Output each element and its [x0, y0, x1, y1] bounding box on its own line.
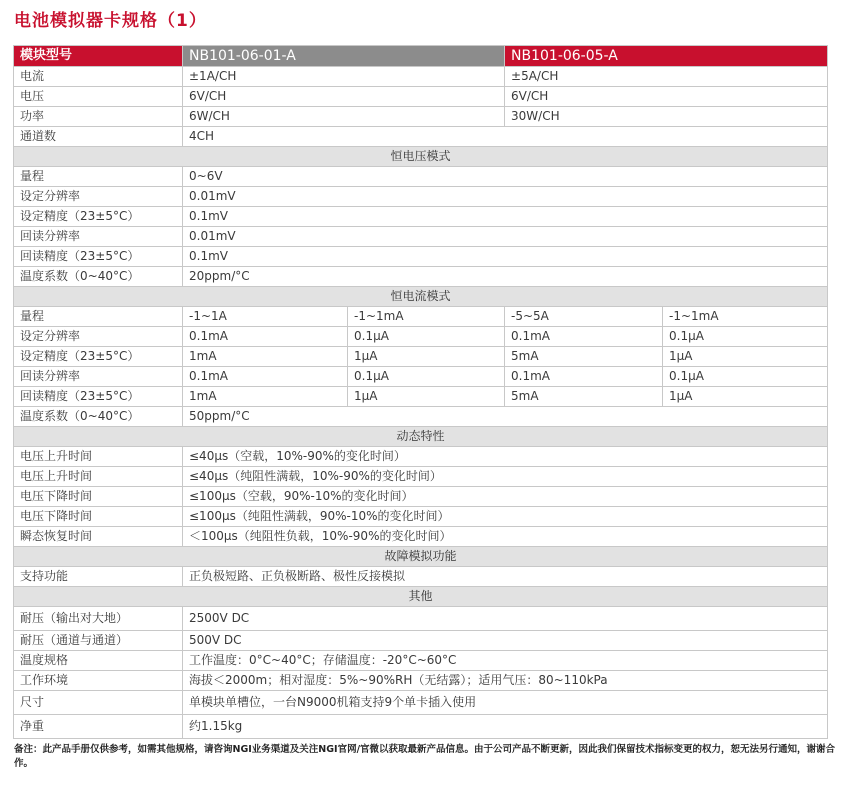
cell-value: 1μA	[663, 387, 828, 407]
row-label: 设定精度（23±5°C）	[14, 207, 183, 227]
table-row	[14, 567, 828, 587]
row-value: 0.1mV	[183, 207, 828, 227]
cell-value: 0.1μA	[663, 327, 828, 347]
row-value: ≤40μs（空载，10%-90%的变化时间）	[183, 447, 828, 467]
table-row	[14, 447, 828, 467]
section-title: 恒电流模式	[14, 287, 828, 307]
row-value: 500V DC	[183, 631, 828, 651]
table-row	[14, 387, 828, 407]
page-title: 电池模拟器卡规格（1）	[14, 11, 207, 31]
table-row	[14, 407, 828, 427]
row-label: 尺寸	[14, 691, 183, 715]
row-value: ＜100μs（纯阻性负载，10%-90%的变化时间）	[183, 527, 828, 547]
row-value: 单模块单槽位，一台N9000机箱支持9个单卡插入使用	[183, 691, 828, 715]
section-title: 动态特性	[14, 427, 828, 447]
cell-value: -1~1A	[183, 307, 348, 327]
row-label: 设定分辨率	[14, 187, 183, 207]
row-label: 耐压（输出对大地）	[14, 607, 183, 631]
row-label: 回读精度（23±5°C）	[14, 247, 183, 267]
cell-value: 1μA	[348, 387, 505, 407]
row-label: 功率	[14, 107, 183, 127]
cell-value: 0.1μA	[663, 367, 828, 387]
table-row	[14, 467, 828, 487]
row-value: 海拔＜2000m；相对湿度：5%~90%RH（无结露）；适用气压：80~110kPa	[183, 671, 828, 691]
cell-value: 0.1mA	[505, 367, 663, 387]
row-label: 电压上升时间	[14, 467, 183, 487]
model-2-value: 30W/CH	[505, 107, 828, 127]
table-row	[14, 715, 828, 739]
row-label: 温度系数（0~40°C）	[14, 407, 183, 427]
table-row	[14, 207, 828, 227]
table-row	[14, 347, 828, 367]
row-value: 4CH	[183, 127, 828, 147]
table-row	[14, 527, 828, 547]
section-header	[14, 287, 828, 307]
section-title: 故障模拟功能	[14, 547, 828, 567]
cell-value: 1mA	[183, 347, 348, 367]
cell-value: 0.1mA	[183, 367, 348, 387]
row-value: 0~6V	[183, 167, 828, 187]
row-value: 50ppm/°C	[183, 407, 828, 427]
row-label: 设定精度（23±5°C）	[14, 347, 183, 367]
row-label: 电压	[14, 87, 183, 107]
row-label: 耐压（通道与通道）	[14, 631, 183, 651]
model-2-name: NB101-06-05-A	[505, 46, 828, 67]
cell-value: 1μA	[663, 347, 828, 367]
row-label: 温度系数（0~40°C）	[14, 267, 183, 287]
table-row	[14, 227, 828, 247]
row-value: 2500V DC	[183, 607, 828, 631]
header-row	[14, 46, 828, 67]
row-label: 回读分辨率	[14, 227, 183, 247]
table-row	[14, 167, 828, 187]
cell-value: 5mA	[505, 387, 663, 407]
row-value: 约1.15kg	[183, 715, 828, 739]
section-title: 恒电压模式	[14, 147, 828, 167]
table-row	[14, 307, 828, 327]
table-row	[14, 651, 828, 671]
row-label: 电压下降时间	[14, 507, 183, 527]
row-value: ≤100μs（纯阻性满载，90%-10%的变化时间）	[183, 507, 828, 527]
table-row	[14, 247, 828, 267]
section-header	[14, 547, 828, 567]
table-row	[14, 267, 828, 287]
row-label: 量程	[14, 167, 183, 187]
model-2-value: ±5A/CH	[505, 67, 828, 87]
model-1-value: 6V/CH	[183, 87, 505, 107]
row-label: 量程	[14, 307, 183, 327]
row-label: 瞬态恢复时间	[14, 527, 183, 547]
model-1-name: NB101-06-01-A	[183, 46, 505, 67]
table-row	[14, 67, 828, 87]
row-label: 净重	[14, 715, 183, 739]
row-label: 通道数	[14, 127, 183, 147]
table-row	[14, 507, 828, 527]
table-row	[14, 87, 828, 107]
row-label: 回读精度（23±5°C）	[14, 387, 183, 407]
row-label: 电压上升时间	[14, 447, 183, 467]
row-value: ≤100μs（空载，90%-10%的变化时间）	[183, 487, 828, 507]
cell-value: 1mA	[183, 387, 348, 407]
row-label: 支持功能	[14, 567, 183, 587]
row-value: 20ppm/°C	[183, 267, 828, 287]
row-value: 工作温度：0°C~40°C；存储温度：-20°C~60°C	[183, 651, 828, 671]
cell-value: 0.1mA	[505, 327, 663, 347]
spec-table	[13, 45, 828, 739]
table-row	[14, 127, 828, 147]
table-row	[14, 671, 828, 691]
row-value: 正负极短路、正负极断路、极性反接模拟	[183, 567, 828, 587]
table-row	[14, 367, 828, 387]
table-row	[14, 107, 828, 127]
row-label: 电流	[14, 67, 183, 87]
table-row	[14, 631, 828, 651]
cell-value: 5mA	[505, 347, 663, 367]
table-row	[14, 607, 828, 631]
model-2-value: 6V/CH	[505, 87, 828, 107]
table-row	[14, 327, 828, 347]
cell-value: -1~1mA	[348, 307, 505, 327]
row-value: 0.1mV	[183, 247, 828, 267]
cell-value: 0.1μA	[348, 367, 505, 387]
section-header	[14, 587, 828, 607]
row-label: 电压下降时间	[14, 487, 183, 507]
cell-value: 1μA	[348, 347, 505, 367]
row-label: 回读分辨率	[14, 367, 183, 387]
section-header	[14, 427, 828, 447]
cell-value: -1~1mA	[663, 307, 828, 327]
model-1-value: 6W/CH	[183, 107, 505, 127]
section-header	[14, 147, 828, 167]
section-title: 其他	[14, 587, 828, 607]
row-value: ≤40μs（纯阻性满载，10%-90%的变化时间）	[183, 467, 828, 487]
row-value: 0.01mV	[183, 227, 828, 247]
row-value: 0.01mV	[183, 187, 828, 207]
table-row	[14, 691, 828, 715]
row-label: 工作环境	[14, 671, 183, 691]
cell-value: -5~5A	[505, 307, 663, 327]
table-row	[14, 187, 828, 207]
table-row	[14, 487, 828, 507]
row-label: 设定分辨率	[14, 327, 183, 347]
cell-value: 0.1μA	[348, 327, 505, 347]
footnote: 备注：此产品手册仅供参考，如需其他规格，请咨询NGI业务渠道及关注NGI官网/官微以获取最新产品信息。由于公司产品不断更新，因此我们保留技术指标变更的权力，恕无法另行通知，谢谢合作。	[14, 744, 836, 769]
header-label: 模块型号	[14, 46, 183, 67]
model-1-value: ±1A/CH	[183, 67, 505, 87]
row-label: 温度规格	[14, 651, 183, 671]
cell-value: 0.1mA	[183, 327, 348, 347]
